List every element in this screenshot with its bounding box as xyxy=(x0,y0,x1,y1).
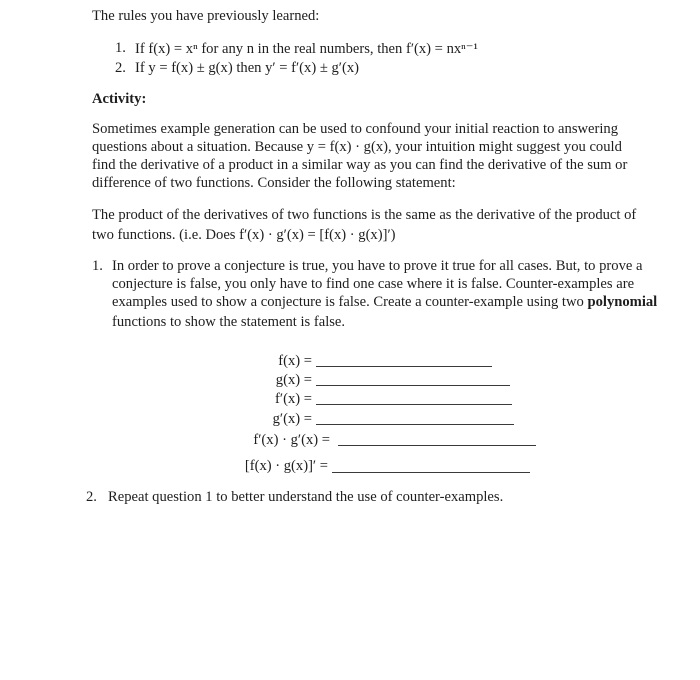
question-1-line-2: conjecture is false, you only have to find one case where it is false. Counter-examples are xyxy=(112,276,635,292)
equation-f-prime-blank[interactable] xyxy=(316,404,512,405)
equation-f-label: f(x) = xyxy=(278,353,312,369)
equation-g-prime-label: g′(x) = xyxy=(272,411,312,427)
paragraph-line-1: Sometimes example generation can be used to confound your initial reaction to answering xyxy=(92,121,619,137)
question-1-line-3-text: examples used to show a conjecture is false. Create a counter-example using two xyxy=(112,294,584,310)
paragraph-line-3: find the derivative of a product in a similar way as you can find the derivative of the sum or xyxy=(92,157,628,173)
question-1-line-3 xyxy=(112,294,657,311)
question-2-number: 2. xyxy=(86,489,97,505)
paragraph-line-2: questions about a situation. Because y = f(x) · g(x), your intuition might suggest you could xyxy=(92,139,622,155)
equation-derivative-of-product-label: [f(x) · g(x)]′ = xyxy=(244,458,328,474)
equation-product-of-derivatives-label: f′(x) · g′(x) = xyxy=(253,432,330,448)
equation-g-label: g(x) = xyxy=(275,372,312,388)
equation-g-prime-blank[interactable] xyxy=(316,424,514,425)
rule-2-text: If y = f(x) ± g(x) then y′ = f′(x) ± g′(x) xyxy=(135,60,360,76)
question-1-line-4: functions to show the statement is false. xyxy=(112,314,346,330)
question-1-line-1: In order to prove a conjecture is true, you have to prove it true for all cases. But, to prove a xyxy=(112,258,643,274)
question-2-text: Repeat question 1 to better understand the use of counter-examples. xyxy=(108,489,504,505)
equation-derivative-of-product-blank[interactable] xyxy=(332,472,530,473)
statement-line-1: The product of the derivatives of two functions is the same as the derivative of the product of xyxy=(92,207,637,223)
statement-line-2: two functions. (i.e. Does f′(x) · g′(x) = [f(x) · g(x)]′) xyxy=(92,227,396,243)
intro-text: The rules you have previously learned: xyxy=(92,8,320,24)
question-1-number: 1. xyxy=(92,258,103,274)
rule-1-number: 1. xyxy=(115,40,126,56)
equation-f-prime-label: f′(x) = xyxy=(275,391,312,407)
equation-g-blank[interactable] xyxy=(316,385,510,386)
rule-1-text: If f(x) = xⁿ for any n in the real numbers, then f′(x) = nxⁿ⁻¹ xyxy=(135,41,478,57)
question-1-bold-word: polynomial xyxy=(587,294,658,310)
equation-product-of-derivatives-blank[interactable] xyxy=(338,445,536,446)
activity-heading: Activity: xyxy=(92,91,147,107)
equation-f-blank[interactable] xyxy=(316,366,492,367)
rule-2-number: 2. xyxy=(115,60,126,76)
paragraph-line-4: difference of two functions. Consider the following statement: xyxy=(92,175,456,191)
